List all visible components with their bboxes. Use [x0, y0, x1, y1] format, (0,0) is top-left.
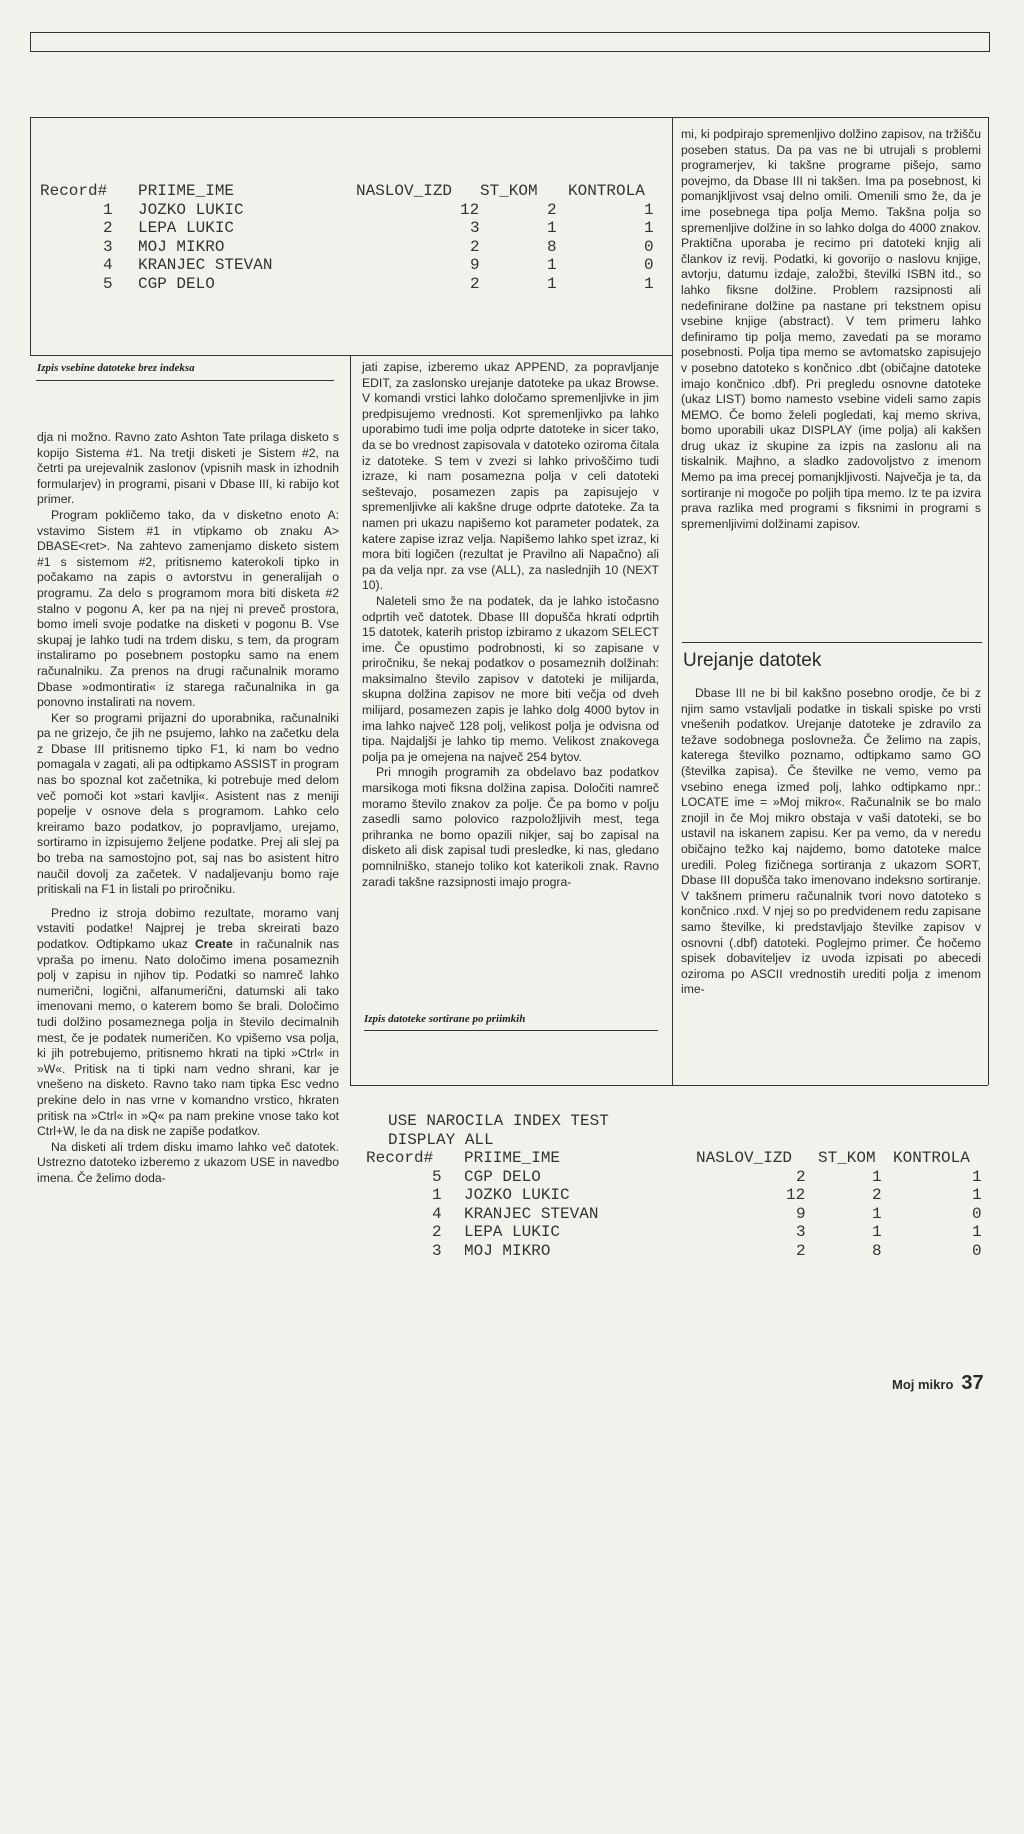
table-cell: CGP DELO: [138, 274, 215, 293]
table-cell: 5: [432, 1167, 442, 1186]
table-cell: 3: [796, 1223, 806, 1241]
table-cell: 0: [644, 256, 654, 274]
table-cell: 1: [644, 219, 654, 237]
table-cell: 2: [470, 237, 480, 256]
table2-header-record: Record#: [366, 1149, 434, 1167]
paragraph: Naleteli smo že na podatek, da je lahko istočasno odprtih več datotek. Dbase III dopušča hkrati odprtih 15 datotek, katerih pristop izbiramo z ukazom SELECT ime. Če opustimo podrobnosti, ki so zapisane v priročniku, še nekaj podatkov o posameznih dolžinah: maksimalno število zapisov v datoteki je milijarda, skupna dolžina zapisov ne more biti večja od dveh milijard, posamezen zapis je lahko dolg 4000 bytov in ima lahko največ 128 polj, velikost polja je odvisna od tipa. Najdaljši je lahko tip memo. Velikost znakovega polja pa je omejena na največ 254 bytov.: [362, 593, 659, 764]
magazine-name: Moj mikro: [892, 1377, 954, 1392]
table-cell: 1: [972, 1223, 982, 1241]
caption-table1: Izpis vsebine datoteke brez indeksa: [37, 362, 195, 374]
table-cell: 1: [547, 219, 557, 237]
table-cell: 2: [796, 1167, 806, 1186]
table1-header-stkom: ST_KOM: [480, 182, 538, 200]
table1-header-name: PRIIME_IME: [138, 182, 235, 200]
table-cell: 2: [796, 1241, 806, 1260]
table2-header-stkom: ST_KOM: [818, 1149, 876, 1167]
section-heading: Urejanje datotek: [683, 650, 822, 671]
table-cell: 3: [470, 219, 480, 237]
table-cell: 2: [470, 274, 480, 293]
table-unindexed: [40, 182, 660, 294]
top-frame-box: [30, 32, 990, 52]
table1-bottom-rule: [30, 355, 672, 356]
table-cell: 4: [432, 1204, 442, 1223]
table2-top-rule: [350, 1085, 988, 1086]
table-cell: 12: [460, 200, 480, 219]
table-cell: 12: [786, 1186, 806, 1204]
table-cell: 4: [103, 256, 113, 274]
frame-right-rule: [988, 117, 989, 1085]
table-cell: 1: [644, 274, 654, 293]
table1-header-kontrola: KONTROLA: [568, 182, 645, 200]
column-divider-right: [672, 117, 673, 1085]
table-cell: 2: [432, 1223, 442, 1241]
table-cell: 1: [872, 1204, 882, 1223]
table-cell: JOZKO LUKIC: [138, 200, 244, 219]
table-cell: 8: [547, 237, 557, 256]
text-run: Predno iz stroja dobimo rezultate, moramo vanj vstaviti podatke! Najprej je treba skreirati bazo podatkov. Odtipkamo ukaz: [37, 905, 339, 951]
column-divider-mid: [350, 355, 351, 1085]
table-cell: 1: [547, 256, 557, 274]
table-cell: CGP DELO: [464, 1167, 541, 1186]
table-cell: 1: [972, 1167, 982, 1186]
caption2-underline: [364, 1030, 658, 1031]
table-cell: 5: [103, 274, 113, 293]
table-cell: 0: [972, 1204, 982, 1223]
table2-header-name: PRIIME_IME: [464, 1149, 561, 1167]
table-cell: 1: [872, 1223, 882, 1241]
paragraph: Dbase III ne bi bil kakšno posebno orodje, če bi z njim samo vstavljali podatke in tiskali spiske po vrsti vnešenih podatkov. Urejanje datoteke je zdravilo za težave sodobnega poslovneža. Če želimo na zapis, katerega številko poznamo, odtipkamo samo GO (številka zapisa). Če številke ne vemo, vemo pa vsebino enega izmed polj, lahko odtipkamo npr.: LOCATE ime = »Moj mikro«. Računalnik se bo malo znojil in če Moj mikro obstaja v vaši datoteki, se bo ustavil na iskanem zapisu. Ker pa vemo, da v neredu običajno težko kaj najdemo, bomo datoteke malce uredili. Poleg fizičnega sortiranja z ukazom SORT, Dbase III dopušča tako imenovano indeksno sortiranje. V takšnem primeru računalnik tvori novo datoteko s končnico .nxd. V njej so po predvidenem redu zapisane samo številke, ki predstavljajo številke zapisov v osnovni (.dbf) datoteki. Poglejmo primer. Če hočemo spisek dobaviteljev iz uvoda izpisati po abecedi oziroma po ASCII vrednostih urediti polja z imenom ime-: [681, 686, 981, 997]
command-line: DISPLAY ALL: [388, 1130, 494, 1149]
command-keyword: Create: [195, 937, 233, 951]
table-cell: MOJ MIKRO: [464, 1241, 551, 1260]
paragraph: mi, ki podpirajo spremenljivo dolžino zapisov, na tržišču poseben status. Da pa vas ne bi utrujali s problemi programerjev, ki takšne programe pišejo, samo povejmo, da Dbase III ni takšen. Ima pa posebnost, ki pomanjkljivost vsaj delno omili. Omenili smo že, da je ime posebnega tipa polja Memo. Takšna polja so spremenljive dolžine in so lahko dolga do 4000 znakov. Praktična uporaba je recimo pri datoteki knjig ali člankov iz revij. Podatki, ki govorijo o naslovu knjige, avtorju, datumu izdaje, založbi, številki ISBN itd., so lahko fiksne dolžine. Problem razsipnosti ali nedefinirane dolžine pa nastane pri tekstnem opisu vsebine knjige (abstract). V tem primeru lahko definiramo tip polja memo, zavedati pa se moramo posebnosti. Polja tipa memo se avtomatsko zapisujejo v posebno datoteko s končnico .dbt (običajne datoteke imajo končnico .dbf). Pri pregledu osnovne datoteke (ukaz LIST) bomo namesto vsebine videli samo zapis MEMO. Če bomo želeli pogledati, kaj memo skriva, bomo uporabili ukaz DISPLAY (ime polja) ali kakšen drug ukaz iz skupine za izpis na zaslonu ali na tiskalnik. Majhno, a sladko zadovoljstvo z imenom Memo pa ima precej pomanjkljivosti. Največja je ta, da sortiranje ni mogoče po poljih tipa memo. Iz te pa izvira prava razlika med programi s fiksnimi in programi s spremenljivimi dolžinami zapisov.: [681, 127, 981, 531]
paragraph: Pri mnogih programih za obdelavo baz podatkov marsikoga moti fiksna dolžina zapisa. Določiti namreč moramo število znakov za polje. Če pa bomo v polju zasedli samo polovico razpoložljivih mest, tega prihranka ne bomo opazili nikjer, saj bo zapisal na disketo ali disk zapisal tudi presledke, ki nas, gledano pomnilniško, stanejo toliko kot katerikoli znak. Ravno zaradi takšne razsipnosti imajo progra-: [362, 765, 659, 889]
table2-header-naslov: NASLOV_IZD: [696, 1149, 793, 1167]
frame-left-rule: [30, 117, 31, 355]
table-cell: 1: [547, 274, 557, 293]
table-cell: 2: [103, 219, 113, 237]
paragraph: jati zapise, izberemo ukaz APPEND, za popravljanje EDIT, za zaslonsko urejanje datoteke pa ukaz Browse. V komandi vrstici lahko določamo spremenljivke in jim predpisujemo vrednosti. Kot spremenljivko pa lahko uporabimo tudi ime polja odprte datoteke in sicer tako, da se bo vrednost zapisovala v datoteko oziroma čitala iz datoteke. S tem v zvezi si lahko privoščimo tudi izraze, ki nam posamezna polja v celi datoteki seštevajo, posamezen zapis pa zapisujejo v spremenljivke ali kakšne druge odprte datoteke. Za ta namen pri ukazu napišemo kot parameter podatek, za katere zapise izraz velja. Napišemo lahko spet izraz, ki mora biti logičen (rezultat je Pravilno ali Napačno) ali pa da velja npr. za vse (ALL), za naslednjih 10 (NEXT 10).: [362, 360, 659, 593]
table-cell: 0: [644, 237, 654, 256]
article-column-3: [681, 127, 981, 532]
paragraph: [37, 906, 339, 1140]
table-cell: KRANJEC STEVAN: [138, 256, 273, 274]
frame-top-rule: [30, 117, 988, 118]
table-cell: 8: [872, 1241, 882, 1260]
heading-overline: [682, 642, 982, 643]
table-cell: 0: [972, 1241, 982, 1260]
text-run: in računalnik nas vpraša po imenu. Nato določimo imena posameznih polj v zapisu in njihov tip. Podatki so namreč lahko numerični, logični, alfanumerični, datumski ali tako imenovani memo, o katerem bomo še brali. Določimo tudi dolžino posameznega polja in število decimalnih mest, če je podatek numeričen. Ko vpišemo vsa polja, ki jih potrebujemo, pritisnemo hkrati na tipki »Ctrl« in »W«. Pritisk na ti tipki nam vedno shrani, kar je vnešeno na disketo. Ravno tako nam tipka Esc vedno prekine delo in nas vrne v komandno vrstico, hkraten pritisk na »Ctrl« in »Q« pa nam prekine vnose tako kot Ctrl+W, le da na disk ne zapiše podatkov.: [37, 937, 339, 1139]
table-cell: 1: [972, 1186, 982, 1204]
table-cell: 2: [547, 200, 557, 219]
page-number: 37: [961, 1372, 984, 1394]
page-footer: [892, 1372, 984, 1395]
table-cell: 3: [432, 1241, 442, 1260]
paragraph: Ker so programi prijazni do uporabnika, računalniki pa ne grizejo, če jih ne psujemo, lahko na začetku dela z Dbase III pritisnemo tipko F1, ki nam bo vedno pomagala v zagati, ali pa odtipkamo ASSIST in program nas bo spoznal kot začetnika, ki potrebuje med delom več pomoči kot »stari kavlji«. Asistent nas z meniji popelje v osnove dela s programom. Lahko celo kreiramo bazo podatkov, jo popravljamo, urejamo, sortiramo in izpisujemo željene podatke. Prej ali slej pa bo treba na samostojno pot, saj nas bo asistent hitro naučil dovolj za začetek. V nadaljevanju bomo raje pritiskali na F1 in listali po priročniku.: [37, 710, 339, 897]
table-cell: 9: [470, 256, 480, 274]
table1-header-naslov: NASLOV_IZD: [356, 182, 453, 200]
table-cell: 3: [103, 237, 113, 256]
article-column-3-section: [681, 686, 981, 998]
table-cell: 1: [872, 1167, 882, 1186]
table-cell: 2: [872, 1186, 882, 1204]
table-cell: LEPA LUKIC: [464, 1223, 561, 1241]
table-cell: 9: [796, 1204, 806, 1223]
caption1-underline: [36, 380, 334, 381]
article-column-1: [37, 430, 339, 1187]
paragraph: Na disketi ali trdem disku imamo lahko več datotek. Ustrezno datoteko izberemo z ukazom USE in navedbo imena. Če želimo doda-: [37, 1139, 339, 1185]
table-indexed: [366, 1112, 986, 1262]
table-cell: MOJ MIKRO: [138, 237, 225, 256]
paragraph: Program pokličemo tako, da v disketno enoto A: vstavimo Sistem #1 in vtipkamo ob znaku A> DBASE<ret>. Na zahtevo zamenjamo disketo sistem #1 s sistemom #2, pritisnemo katerokoli tipko in počakamo na zapis o avtorstvu in generalijah o programu. Za delo s programom mora biti disketa #2 stalno v pogonu A, ker pa na njej ni preveč prostora, bomo imeli svoje podatke na disketi v pogonu B. Vse skupaj je lahko tudi na trdem disku, s tem, da program instaliramo po posebnem postopku samo na enem računalniku. Za prenos na drugi računalnik moramo Dbase »odmontirati« iz starega računalnika in ga ponovno instalirati na novem.: [37, 507, 339, 710]
table-cell: 1: [644, 200, 654, 219]
table-cell: 1: [103, 200, 113, 219]
table-cell: KRANJEC STEVAN: [464, 1204, 599, 1223]
caption-table2: Izpis datoteke sortirane po priimkih: [364, 1013, 526, 1025]
table2-header-kontrola: KONTROLA: [893, 1149, 970, 1167]
table-cell: LEPA LUKIC: [138, 219, 235, 237]
table1-header-record: Record#: [40, 182, 108, 200]
article-column-2: [362, 360, 659, 890]
table-cell: 1: [432, 1186, 442, 1204]
command-line: USE NAROCILA INDEX TEST: [388, 1112, 609, 1130]
paragraph: dja ni možno. Ravno zato Ashton Tate prilaga disketo s kopijo Sistema #1. Na tretji disketi je Sistem #2, na četrti pa urejevalnik zaslonov (vpisnih mask in izhodnih formularjev) in programi, pisani v Dbase III, ki rabijo kot primer.: [37, 430, 339, 507]
table-cell: JOZKO LUKIC: [464, 1186, 570, 1204]
